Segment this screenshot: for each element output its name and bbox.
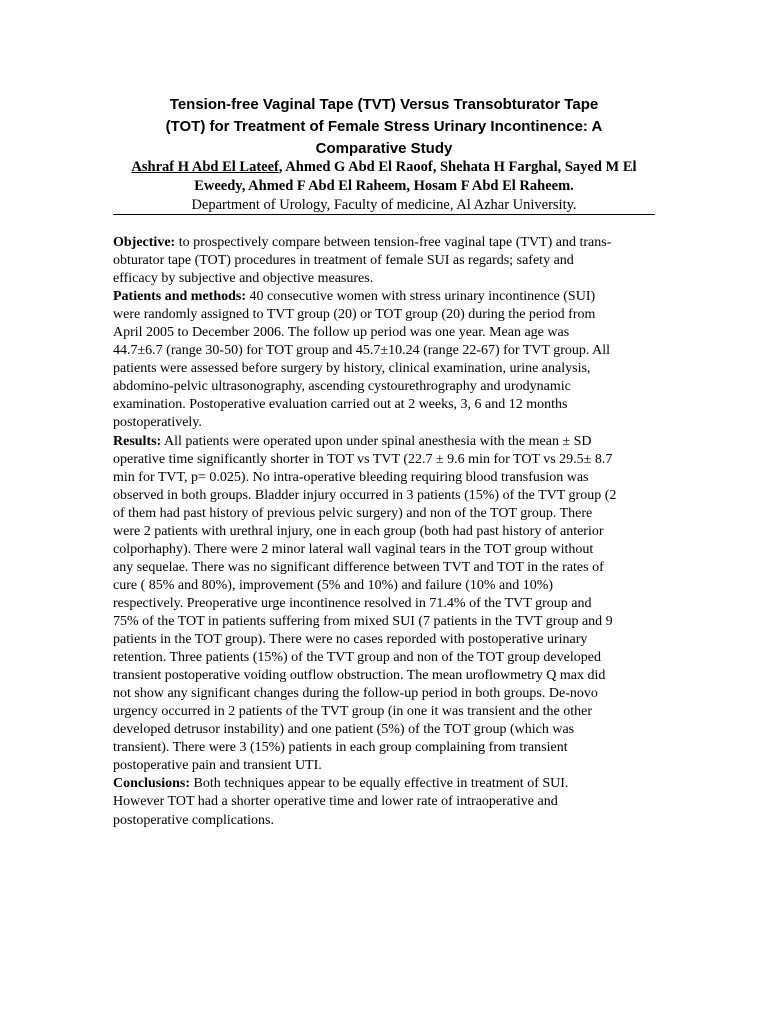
abstract-line: 75% of the TOT in patients suffering from mixed SUI (7 patients in the TVT group and 9 bbox=[113, 613, 613, 629]
abstract-line: respectively. Preoperative urge incontinence resolved in 71.4% of the TVT group and bbox=[113, 595, 592, 611]
abstract-line: observed in both groups. Bladder injury occurred in 3 patients (15%) of the TVT group (2 bbox=[113, 487, 617, 503]
abstract-line bbox=[113, 433, 673, 451]
abstract-line: of them had past history of previous pelvic surgery) and non of the TOT group. There bbox=[113, 505, 593, 521]
abstract-line: were randomly assigned to TVT group (20) or TOT group (20) during the period from bbox=[113, 307, 596, 323]
author-line-rest: , Ahmed G Abd El Raoof, Shehata H Farghal, Sayed M El bbox=[278, 159, 637, 175]
methods-label: Patients and methods: bbox=[113, 289, 247, 305]
abstract-line: transient postoperative voiding outflow obstruction. The mean uroflowmetry Q max did bbox=[113, 668, 606, 684]
results-label: Results: bbox=[113, 433, 162, 449]
abstract-line: abdomino-pelvic ultrasonography, ascending cystourethrography and urodynamic bbox=[113, 379, 571, 395]
abstract-line: operative time significantly shorter in TOT vs TVT (22.7 ± 9.6 min for TOT vs 29.5± 8.7 bbox=[113, 451, 613, 467]
abstract-line: 44.7±6.7 (range 30-50) for TOT group and 45.7±10.24 (range 22-67) for TVT group. All bbox=[113, 343, 610, 359]
abstract-line: transient). There were 3 (15%) patients in each group complaining from transient bbox=[113, 740, 568, 756]
abstract-line: examination. Postoperative evaluation carried out at 2 weeks, 3, 6 and 12 months bbox=[113, 397, 568, 413]
abstract-line: patients were assessed before surgery by history, clinical examination, urine analysis, bbox=[113, 361, 591, 377]
author-line bbox=[100, 158, 668, 177]
abstract-line: retention. Three patients (15%) of the TVT group and non of the TOT group developed bbox=[113, 650, 601, 666]
abstract-line: cure ( 85% and 80%), improvement (5% and 10%) and failure (10% and 10%) bbox=[113, 577, 554, 593]
abstract-line: any sequelae. There was no significant difference between TVT and TOT in the rates of bbox=[113, 559, 604, 575]
abstract bbox=[113, 234, 673, 830]
title-line: (TOT) for Treatment of Female Stress Urinary Incontinence: A bbox=[165, 118, 603, 135]
abstract-line: efficacy by subjective and objective measures. bbox=[113, 271, 374, 287]
abstract-line: patients in the TOT group). There were no cases reporded with postoperative urinary bbox=[113, 632, 588, 648]
abstract-line: were 2 patients with urethral injury, one in each group (both had past history of anterior bbox=[113, 523, 604, 539]
abstract-line: min for TVT, p= 0.025). No intra-operative bleeding requiring blood transfusion was bbox=[113, 469, 589, 485]
header-divider bbox=[113, 214, 655, 215]
title-line: Tension-free Vaginal Tape (TVT) Versus Transobturator Tape bbox=[169, 96, 599, 113]
abstract-line bbox=[113, 288, 673, 306]
abstract-line bbox=[113, 234, 673, 252]
abstract-line bbox=[113, 775, 673, 793]
author-list bbox=[100, 158, 668, 196]
abstract-line: postoperative pain and transient UTI. bbox=[113, 758, 322, 774]
results-text: All patients were operated upon under spinal anesthesia with the mean ± SD bbox=[161, 433, 592, 449]
objective-text: to prospectively compare between tension-free vaginal tape (TVT) and trans- bbox=[175, 235, 612, 250]
abstract-line: postoperatively. bbox=[113, 415, 202, 431]
abstract-line: postoperative complications. bbox=[113, 812, 274, 828]
abstract-line: not show any significant changes during the follow-up period in both groups. De-novo bbox=[113, 686, 598, 702]
abstract-line: urgency occurred in 2 patients of the TVT group (in one it was transient and the other bbox=[113, 704, 592, 720]
abstract-line: obturator tape (TOT) procedures in treatment of female SUI as regards; safety and bbox=[113, 253, 574, 269]
methods-text: 40 consecutive women with stress urinary incontinence (SUI) bbox=[246, 289, 596, 305]
paper-title bbox=[110, 94, 658, 160]
conclusions-text: Both techniques appear to be equally effective in treatment of SUI. bbox=[190, 776, 569, 792]
first-author: Ashraf H Abd El Lateef bbox=[131, 159, 279, 175]
abstract-line: colporhaphy). There were 2 minor lateral wall vaginal tears in the TOT group without bbox=[113, 541, 594, 557]
abstract-line: April 2005 to December 2006. The follow up period was one year. Mean age was bbox=[113, 325, 570, 341]
author-line: Eweedy, Ahmed F Abd El Raheem, Hosam F Abd El Raheem. bbox=[194, 178, 574, 194]
abstract-line: However TOT had a shorter operative time and lower rate of intraoperative and bbox=[113, 794, 558, 810]
affiliation: Department of Urology, Faculty of medicine, Al Azhar University. bbox=[191, 197, 577, 213]
objective-label: Objective: bbox=[113, 235, 176, 250]
title-line: Comparative Study bbox=[315, 140, 453, 157]
conclusions-label: Conclusions: bbox=[113, 776, 191, 792]
abstract-line: developed detrusor instability) and one patient (5%) of the TOT group (which was bbox=[113, 722, 575, 738]
